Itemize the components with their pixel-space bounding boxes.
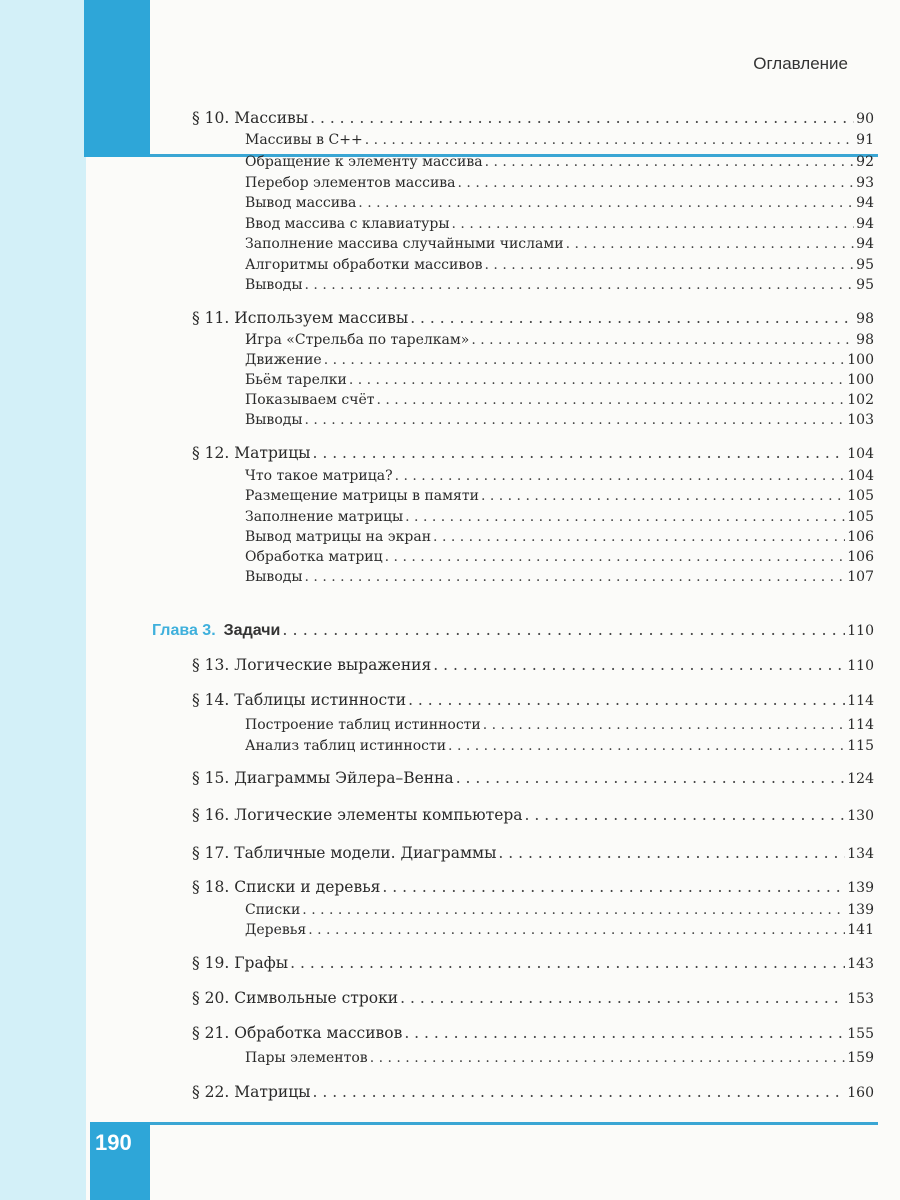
toc-section <box>192 988 874 1008</box>
toc-subsection <box>245 547 874 567</box>
toc-label: Что такое матрица? <box>245 468 393 484</box>
dot-leader <box>498 843 845 863</box>
dot-leader <box>382 877 845 897</box>
dot-leader <box>405 507 845 527</box>
dot-leader <box>313 1082 846 1102</box>
dot-leader <box>305 567 846 587</box>
header-accent-block <box>84 0 150 157</box>
toc-label: Перебор элементов массива <box>245 175 456 191</box>
toc-page-number: 94 <box>856 236 874 252</box>
toc-page-number: 102 <box>847 392 874 408</box>
dot-leader <box>404 1023 845 1043</box>
dot-leader <box>400 988 845 1008</box>
toc-page-number: 95 <box>856 257 874 273</box>
toc-page-number: 104 <box>847 446 874 462</box>
dot-leader <box>358 193 854 213</box>
dot-leader <box>452 214 855 234</box>
toc-subsection <box>245 567 874 587</box>
toc-subsection <box>245 330 874 350</box>
toc-chapter <box>152 620 874 640</box>
dot-leader <box>349 370 845 390</box>
toc-section <box>192 877 874 897</box>
dot-leader <box>566 234 855 254</box>
toc-label: Списки <box>245 902 301 918</box>
toc-subsection <box>245 214 874 234</box>
dot-leader <box>408 690 845 710</box>
toc-section <box>192 108 874 128</box>
toc-page-number: 103 <box>847 412 874 428</box>
dot-leader <box>302 900 845 920</box>
toc-section <box>192 843 874 863</box>
dot-leader <box>282 620 845 640</box>
dot-leader <box>483 715 846 735</box>
toc-page-number: 105 <box>847 509 874 525</box>
dot-leader <box>525 805 846 825</box>
toc-page-number: 106 <box>847 549 874 565</box>
toc-label: Показываем счёт <box>245 392 375 408</box>
toc-page-number: 124 <box>847 771 874 787</box>
dot-leader <box>410 308 854 328</box>
toc-section <box>192 443 874 463</box>
toc-label: Обработка матриц <box>245 549 383 565</box>
toc-page-number: 114 <box>847 717 874 733</box>
toc-label: § 18. Списки и деревья <box>192 878 381 896</box>
toc-label: § 21. Обработка массивов <box>192 1024 403 1042</box>
toc-page-number: 110 <box>847 623 874 639</box>
toc-page-number: 160 <box>847 1085 874 1101</box>
toc-page-number: 143 <box>847 956 874 972</box>
toc-label: Алгоритмы обработки массивов <box>245 257 483 273</box>
toc-subsection <box>245 715 874 735</box>
dot-leader <box>395 466 846 486</box>
toc-label: Выводы <box>245 569 303 585</box>
toc-page-number: 104 <box>847 468 874 484</box>
toc-label: § 16. Логические элементы компьютера <box>192 806 523 824</box>
toc-label: § 13. Логические выражения <box>192 656 432 674</box>
toc-label: Заполнение матрицы <box>245 509 404 525</box>
dot-leader <box>365 130 854 150</box>
toc-label: Движение <box>245 352 322 368</box>
toc-label: Игра «Стрельба по тарелкам» <box>245 332 470 348</box>
toc-subsection <box>245 350 874 370</box>
dot-leader <box>456 768 846 788</box>
toc-subsection <box>245 130 874 150</box>
toc-label: Бьём тарелки <box>245 372 347 388</box>
toc-page-number: 90 <box>856 111 874 127</box>
chapter-number: Глава 3. <box>152 622 216 639</box>
running-header: Оглавление <box>753 54 848 73</box>
dot-leader <box>308 920 845 940</box>
toc-page-number: 98 <box>856 332 874 348</box>
dot-leader <box>433 655 845 675</box>
toc-subsection <box>245 1048 874 1068</box>
toc-subsection <box>245 173 874 193</box>
toc-subsection <box>245 507 874 527</box>
toc-label: Ввод массива с клавиатуры <box>245 216 450 232</box>
toc-subsection <box>245 920 874 940</box>
toc-section <box>192 953 874 973</box>
toc-page-number: 134 <box>847 846 874 862</box>
toc-page-number: 110 <box>847 658 874 674</box>
toc-label: § 19. Графы <box>192 954 289 972</box>
toc-page-number: 98 <box>856 311 874 327</box>
toc-section <box>192 308 874 328</box>
dot-leader <box>485 255 855 275</box>
toc-label: Вывод массива <box>245 195 357 211</box>
toc-section <box>192 768 874 788</box>
toc-label: Заполнение массива случайными числами <box>245 236 564 252</box>
toc-subsection <box>245 527 874 547</box>
toc-page-number: 93 <box>856 175 874 191</box>
toc-label: § 11. Используем массивы <box>192 309 409 327</box>
toc-page-number: 139 <box>847 880 874 896</box>
toc-subsection <box>245 736 874 756</box>
toc-label: § 14. Таблицы истинности <box>192 691 407 709</box>
toc-page-number: 153 <box>847 991 874 1007</box>
toc-label: Обращение к элементу массива <box>245 154 483 170</box>
toc-page-number: 92 <box>856 154 874 170</box>
toc-label: Анализ таблиц истинности <box>245 738 447 754</box>
dot-leader <box>385 547 846 567</box>
toc-subsection <box>245 410 874 430</box>
dot-leader <box>324 350 846 370</box>
toc-page-number: 94 <box>856 195 874 211</box>
toc-subsection <box>245 193 874 213</box>
dot-leader <box>458 173 855 193</box>
toc-page-number: 94 <box>856 216 874 232</box>
page-number: 190 <box>95 1130 132 1155</box>
dot-leader <box>305 410 846 430</box>
toc-subsection <box>245 900 874 920</box>
toc-label: Выводы <box>245 277 303 293</box>
toc-label: § 22. Матрицы <box>192 1083 311 1101</box>
toc-page-number: 130 <box>847 808 874 824</box>
toc-label: § 12. Матрицы <box>192 444 311 462</box>
toc-page-number: 91 <box>856 132 874 148</box>
toc-label: Размещение матрицы в памяти <box>245 488 479 504</box>
dot-leader <box>471 330 854 350</box>
toc-page-number: 155 <box>847 1026 874 1042</box>
toc-section <box>192 1023 874 1043</box>
toc-subsection <box>245 486 874 506</box>
toc-page-number: 114 <box>847 693 874 709</box>
toc-page-number: 115 <box>847 738 874 754</box>
toc-label: § 10. Массивы <box>192 109 309 127</box>
dot-leader <box>448 736 845 756</box>
toc-label: Деревья <box>245 922 307 938</box>
toc-section <box>192 690 874 710</box>
toc-section <box>192 1082 874 1102</box>
toc-label: Выводы <box>245 412 303 428</box>
dot-leader <box>313 443 846 463</box>
toc-label: Построение таблиц истинности <box>245 717 481 733</box>
toc-page-number: 107 <box>847 569 874 585</box>
toc-subsection <box>245 390 874 410</box>
toc-page-number: 95 <box>856 277 874 293</box>
toc-page-number: 100 <box>847 372 874 388</box>
toc-label: Пары элементов <box>245 1050 368 1066</box>
toc-label: Задачи <box>223 622 281 639</box>
margin-band <box>0 0 86 1200</box>
dot-leader <box>310 108 854 128</box>
toc-section <box>192 805 874 825</box>
toc-section <box>192 655 874 675</box>
toc-page-number: 141 <box>847 922 874 938</box>
toc-label: § 17. Табличные модели. Диаграммы <box>192 844 497 862</box>
dot-leader <box>433 527 845 547</box>
toc-label: Массивы в С++ <box>245 132 363 148</box>
toc-page-number: 106 <box>847 529 874 545</box>
toc-page-number: 105 <box>847 488 874 504</box>
dot-leader <box>305 275 855 295</box>
dot-leader <box>370 1048 846 1068</box>
footer-rule <box>150 1122 878 1125</box>
toc-subsection <box>245 370 874 390</box>
dot-leader <box>290 953 845 973</box>
toc-label: § 20. Символьные строки <box>192 989 399 1007</box>
dot-leader <box>481 486 845 506</box>
toc-label: Вывод матрицы на экран <box>245 529 432 545</box>
toc-subsection <box>245 275 874 295</box>
toc-page-number: 100 <box>847 352 874 368</box>
toc-subsection <box>245 466 874 486</box>
toc-page-number: 139 <box>847 902 874 918</box>
toc-subsection <box>245 152 874 172</box>
toc-subsection <box>245 255 874 275</box>
toc-label: § 15. Диаграммы Эйлера–Венна <box>192 769 454 787</box>
dot-leader <box>377 390 846 410</box>
dot-leader <box>485 152 855 172</box>
toc-page-number: 159 <box>847 1050 874 1066</box>
toc-subsection <box>245 234 874 254</box>
